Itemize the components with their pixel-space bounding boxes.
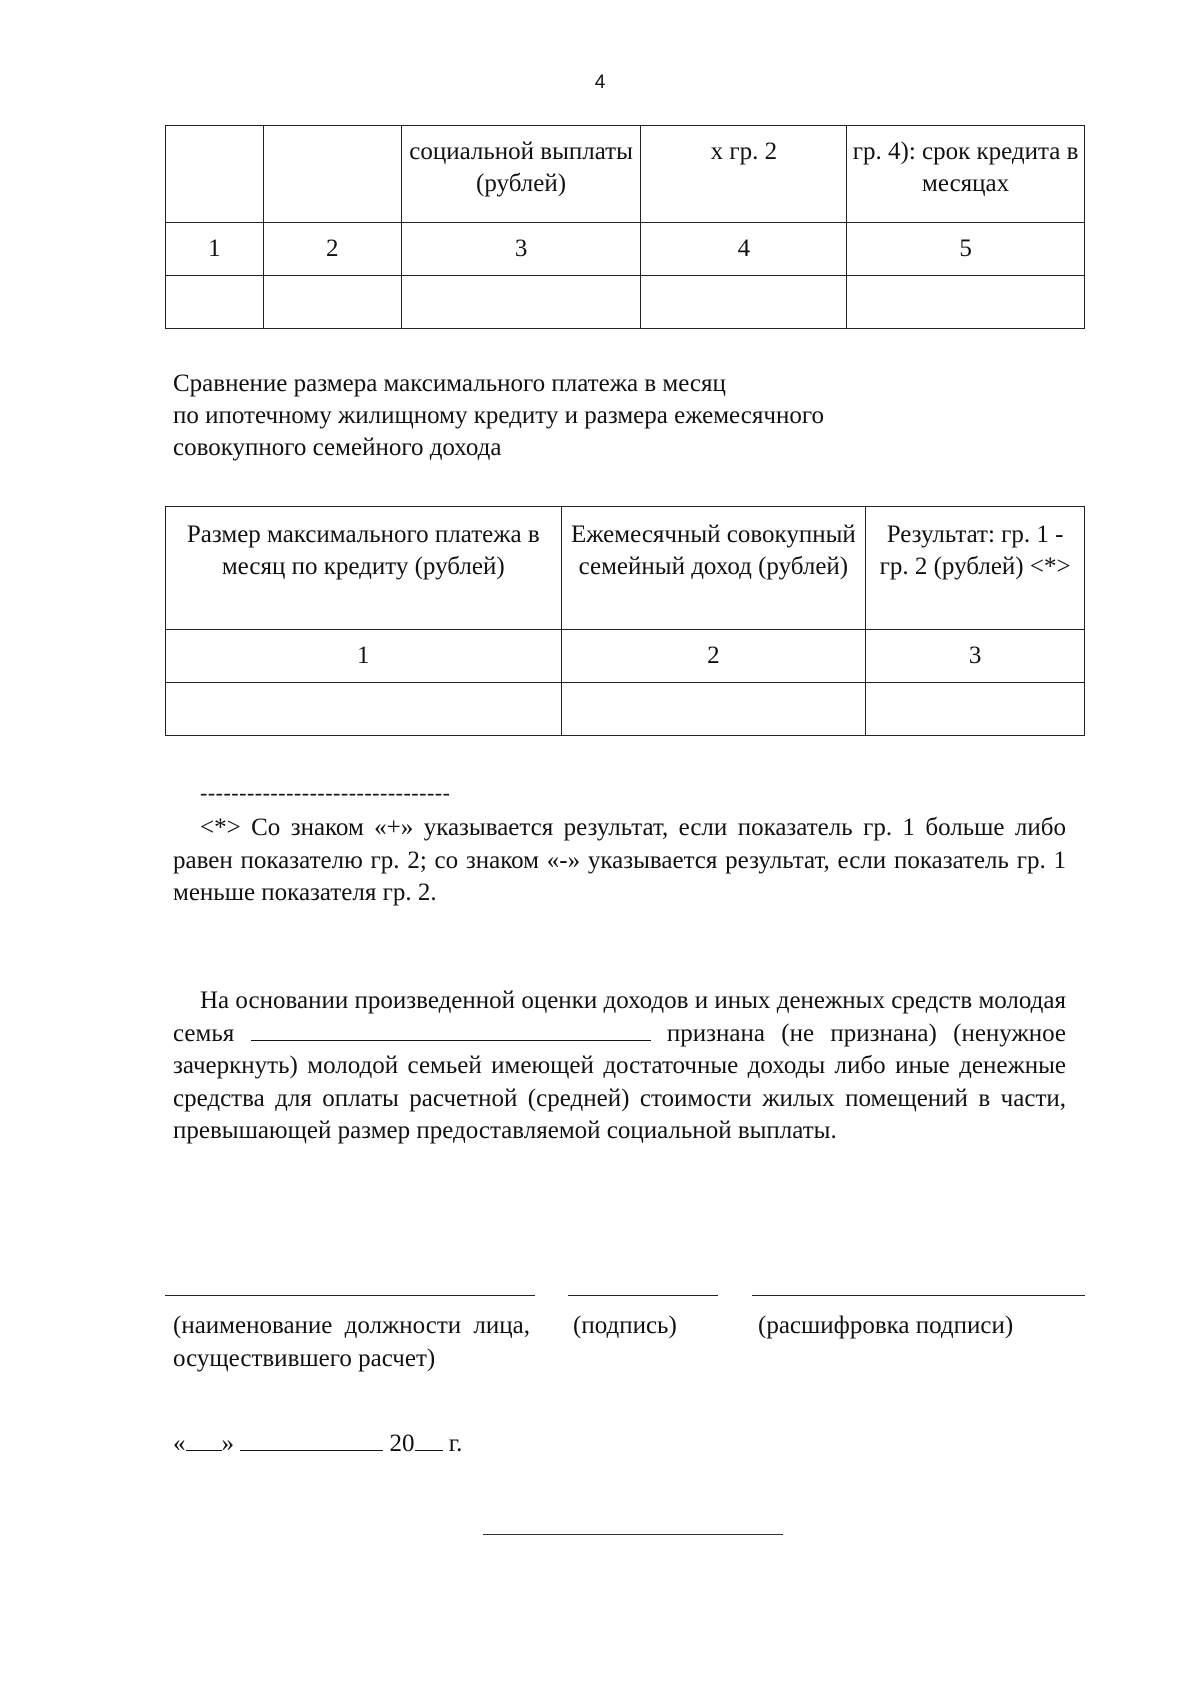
header-cell: Результат: гр. 1 - гр. 2 (рублей) <*> (866, 507, 1085, 630)
column-number: 2 (263, 223, 401, 276)
table-header-row (166, 507, 1085, 630)
position-label: (наименование должности лица, осуществившего расчет) (173, 1312, 530, 1372)
comparison-heading (173, 368, 1073, 464)
column-number: 5 (847, 223, 1085, 276)
document-end-line (483, 1534, 783, 1535)
year-suffix: г. (448, 1430, 463, 1457)
signature-decode-label: (расшифровка подписи) (758, 1312, 1014, 1339)
empty-cell (166, 683, 562, 736)
column-number: 2 (561, 630, 866, 683)
empty-cell (263, 276, 401, 329)
table-header-row (166, 126, 1085, 223)
date-close-quote: » (221, 1430, 234, 1457)
column-number: 3 (866, 630, 1085, 683)
data-entry-row (166, 276, 1085, 329)
calculation-table (165, 125, 1085, 329)
empty-cell (561, 683, 866, 736)
header-cell: Ежемесячный совокупный семейный доход (рублей) (561, 507, 866, 630)
empty-cell (166, 276, 264, 329)
year-prefix: 20 (389, 1430, 415, 1457)
column-number: 4 (641, 223, 847, 276)
signature-label: (подпись) (573, 1312, 677, 1339)
heading-line: совокупного семейного дохода (173, 434, 502, 461)
date-line (173, 1428, 462, 1458)
footnote-text: <*> Со знаком «+» указывается результат, если показатель гр. 1 больше либо равен показателю гр. 2; со знаком «-» указывается результат, если показатель гр. 1 меньше показателя гр. 2. (173, 814, 1066, 906)
header-cell (263, 126, 401, 223)
sign-signature-line[interactable] (568, 1295, 718, 1296)
conclusion-paragraph (173, 985, 1066, 1148)
decode-signature-line[interactable] (752, 1295, 1085, 1296)
header-cell: Размер максимального платежа в месяц по кредиту (рублей) (166, 507, 562, 630)
column-number-row (166, 223, 1085, 276)
header-cell: гр. 4): срок кредита в месяцах (847, 126, 1085, 223)
comparison-table (165, 506, 1085, 736)
column-number-row (166, 630, 1085, 683)
header-cell: социальной выплаты (рублей) (401, 126, 641, 223)
footnote-separator: -------------------------------- (200, 780, 451, 805)
day-blank[interactable] (186, 1428, 222, 1451)
column-number: 1 (166, 223, 264, 276)
family-name-blank[interactable] (251, 1018, 651, 1041)
column-number: 1 (166, 630, 562, 683)
empty-cell (847, 276, 1085, 329)
header-cell (166, 126, 264, 223)
position-signature-line[interactable] (165, 1295, 535, 1296)
month-blank[interactable] (240, 1428, 383, 1451)
conclusion-text-start: На основании произведенной оценки доходов и иных денежных средств молодая семья (173, 987, 1066, 1047)
heading-line: по ипотечному жилищному кредиту и размера ежемесячного (173, 402, 824, 429)
empty-cell (866, 683, 1085, 736)
column-number: 3 (401, 223, 641, 276)
year-blank[interactable] (415, 1428, 443, 1451)
heading-line: Сравнение размера максимального платежа в месяц (173, 370, 726, 397)
page-number: 4 (594, 72, 606, 93)
header-cell: х гр. 2 (641, 126, 847, 223)
empty-cell (641, 276, 847, 329)
conclusion-text-end: признана (не признана) (ненужное зачеркнуть) молодой семьей имеющей достаточные доходы либо иные денежные средства для оплаты расчетной (средней) стоимости жилых помещений в части, превышающей размер предоставляемой социальной выплаты. (173, 1019, 1067, 1144)
empty-cell (401, 276, 641, 329)
data-entry-row (166, 683, 1085, 736)
date-open-quote: « (173, 1430, 186, 1457)
